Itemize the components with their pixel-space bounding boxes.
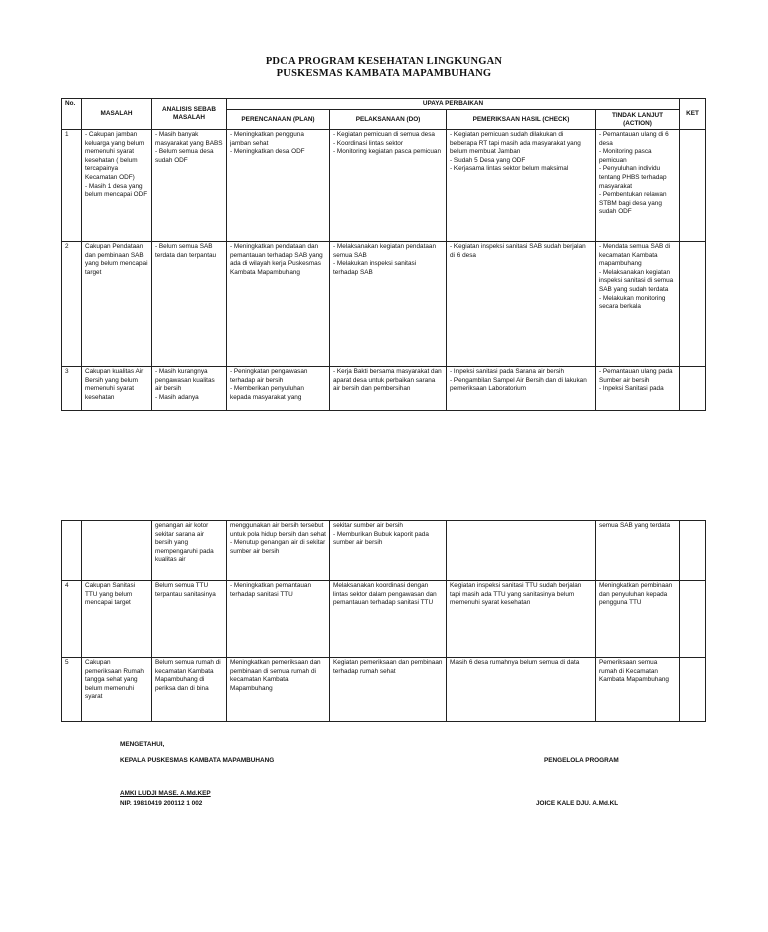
list-item: - Kegiatan pemicuan sudah dilakukan di beberapa RT tapi masih ada masyarakat yang belum membuat Jamban <box>450 131 581 156</box>
document-subtitle: PUSKESMAS KAMBATA MAPAMBUHANG <box>276 68 492 79</box>
cell-do <box>330 242 447 367</box>
cell-analisis <box>152 521 227 581</box>
list-item: - Masih 1 desa yang belum mencapai ODF <box>85 182 148 199</box>
cell-plan <box>227 130 330 242</box>
cell-check <box>447 242 596 367</box>
table-row <box>62 242 706 367</box>
list-item: - Kegiatan inspeksi sanitasi SAB sudah berjalan di 6 desa <box>450 243 586 259</box>
list-item: - Pembentukan relawan STBM bagi desa yang sudah ODF <box>599 191 667 216</box>
list-item: Cakupan kualitas Air Bersih yang belum memenuhi syarat kesehatan <box>85 368 144 401</box>
pdca-table-page-1 <box>61 98 706 411</box>
cell-ket <box>680 581 706 658</box>
cell-analisis <box>152 581 227 658</box>
header-masalah: MASALAH <box>82 99 152 130</box>
list-item: - Penyuluhan individu tentang PHBS terhadap masyarakat <box>599 165 667 190</box>
row-number: 4 <box>65 582 69 589</box>
list-item: Pemeriksaan semua rumah di Kecamatan Kambata Mapambuhang <box>599 659 669 684</box>
cell-ket <box>680 242 706 367</box>
cell-no <box>62 581 82 658</box>
kepala-puskesmas-label: KEPALA PUSKESMAS KAMBATA MAPAMBUHANG <box>120 757 275 764</box>
list-item: menggunakan air bersih tersebut untuk pola hidup bersih dan sehat <box>230 522 326 538</box>
list-item: - Mendata semua SAB di kecamatan Kambata mapambuhang <box>599 243 671 268</box>
header-check: PEMERIKSAAN HASIL (CHECK) <box>447 110 596 130</box>
cell-do <box>330 130 447 242</box>
list-item: - Pengambilan Sampel Air Bersih dan di lakukan pemeriksaan Laboratorium <box>450 376 587 393</box>
cell-analisis <box>152 658 227 722</box>
row-number: 5 <box>65 659 69 666</box>
list-item: - Inpeksi sanitasi pada Sarana air bersih <box>450 368 565 375</box>
cell-analisis <box>152 242 227 367</box>
list-item: - Menutup genangan air di sekitar sumber air bersih <box>230 539 326 555</box>
cell-masalah <box>82 367 152 411</box>
cell-ket <box>680 521 706 581</box>
list-item: - Pemantauan ulang pada Sumber air bersih <box>599 368 673 384</box>
list-item: Cakupan pemeriksaan Rumah tangga sehat yang belum memenuhi syarat <box>85 659 144 701</box>
list-item: Meningkatkan pembinaan dan penyuluhan kepada pengguna TTU <box>599 582 673 607</box>
list-item: - Pemantauan ulang di 6 desa <box>599 131 669 147</box>
cell-ket <box>680 658 706 722</box>
list-item: - Masih banyak masyarakat yang BABS <box>155 131 223 147</box>
cell-ket <box>680 130 706 242</box>
pdca-table-page-2 <box>61 520 706 722</box>
kepala-nip: NIP. 19810419 200112 1 002 <box>120 800 203 807</box>
list-item: semua SAB yang terdata <box>599 522 671 529</box>
list-item: - Meningkatkan pemantauan terhadap sanitasi TTU <box>230 582 312 598</box>
list-item: - Sudah 5 Desa yang ODF <box>450 156 526 164</box>
cell-masalah <box>82 130 152 242</box>
pengelola-signatory-name: JOICE KALE DJU. A.Md.KL <box>536 800 619 807</box>
list-item: - Meningkatkan pengguna jamban sehat <box>230 131 304 147</box>
table-row <box>62 521 706 581</box>
list-item: genangan air kotor sekitar sarana air bersih yang mempengaruhi pada kualitas air <box>155 522 214 564</box>
list-item: - Meningkatkan pendataan dan pemantauan terhadap SAB yang ada di wilayah kerja Puskesmas Kambata Mapambuhang <box>230 243 323 276</box>
list-item: - Monitoring kegiatan pasca pemicuan <box>333 148 441 156</box>
list-item: - Masih adanya <box>155 393 199 401</box>
row-number: 3 <box>65 368 69 375</box>
list-item: Meningkatkan pemeriksaan dan pembinaan di semua rumah di kecamatan Kambata Mapambuhang <box>230 659 321 692</box>
list-item: Cakupan Pendataan dan pembinaan SAB yang belum mencapai target <box>85 243 148 276</box>
list-item: - Kerja Bakti bersama masyarakat dan aparat desa untuk perbaikan sarana air bersih dan pembersihan <box>333 368 442 393</box>
list-item: Masih 6 desa rumahnya belum semua di data <box>450 659 580 666</box>
header-plan: PERENCANAAN (PLAN) <box>227 110 330 130</box>
list-item: - Monitoring pasca pemicuan <box>599 148 652 164</box>
list-item: - Melaksanakan kegiatan inspeksi sanitasi di semua SAB yang sudah terdata <box>599 268 674 293</box>
table-row <box>62 658 706 722</box>
cell-do <box>330 521 447 581</box>
list-item: Melaksanakan koordinasi dengan lintas sektor dalam pengawasan dan pemantauan terhadap sanitasi TTU <box>333 582 437 607</box>
list-item: Belum semua TTU terpantau sanitasinya <box>155 582 216 598</box>
table-row <box>62 581 706 658</box>
list-item: - Memburikan Bubuk kaporit pada sumber air bersih <box>333 530 429 547</box>
cell-check <box>447 130 596 242</box>
table-row <box>62 367 706 411</box>
cell-check <box>447 658 596 722</box>
cell-do <box>330 367 447 411</box>
header-upaya-perbaikan: UPAYA PERBAIKAN <box>227 99 680 110</box>
cell-plan <box>227 521 330 581</box>
cell-analisis <box>152 130 227 242</box>
cell-plan <box>227 581 330 658</box>
cell-no <box>62 130 82 242</box>
cell-plan <box>227 242 330 367</box>
cell-masalah <box>82 521 152 581</box>
cell-plan <box>227 367 330 411</box>
header-do: PELAKSANAAN (DO) <box>330 110 447 130</box>
cell-plan <box>227 658 330 722</box>
header-ket: KET <box>680 99 706 130</box>
cell-check <box>447 581 596 658</box>
row-number: 1 <box>65 131 69 138</box>
cell-action <box>596 242 680 367</box>
list-item: Kegiatan inspeksi sanitasi TTU sudah berjalan tapi masih ada TTU yang sanitasinya belum memenuhi syarat kesehatan <box>450 582 582 607</box>
cell-action <box>596 521 680 581</box>
cell-analisis <box>152 367 227 411</box>
list-item: Kegiatan pemeriksaan dan pembinaan terhadap rumah sehat <box>333 659 443 675</box>
cell-action <box>596 581 680 658</box>
list-item: - Masih kurangnya pengawasan kualitas air bersih <box>155 368 215 393</box>
list-item: - Koordinasi lintas sektor <box>333 139 403 147</box>
cell-do <box>330 658 447 722</box>
cell-ket <box>680 367 706 411</box>
list-item: - Kegiatan pemicuan di semua desa <box>333 131 435 138</box>
list-item: - Melakukan monitoring secara berkala <box>599 294 666 311</box>
cell-no <box>62 658 82 722</box>
list-item: - Memberikan penyuluhan kepada masyarakat yang <box>230 385 304 401</box>
list-item: - Cakupan jamban keluarga yang belum memenuhi syarat kesehatan ( belum tercapainya Kecamatan ODF) <box>85 131 145 181</box>
list-item: - Kerjasama lintas sektor belum maksimal <box>450 165 569 173</box>
pengelola-program-label: PENGELOLA PROGRAM <box>544 757 619 764</box>
list-item: Cakupan Sanitasi TTU yang belum mencapai target <box>85 582 136 607</box>
header-action: TINDAK LANJUT (ACTION) <box>596 110 680 130</box>
cell-no <box>62 521 82 581</box>
cell-action <box>596 658 680 722</box>
cell-check <box>447 367 596 411</box>
list-item: - Meningkatkan desa ODF <box>230 148 305 156</box>
cell-masalah <box>82 242 152 367</box>
list-item: - Melakukan inspeksi sanitasi terhadap SAB <box>333 260 417 276</box>
list-item: sekitar sumber air bersih <box>333 522 403 529</box>
cell-do <box>330 581 447 658</box>
cell-masalah <box>82 581 152 658</box>
cell-masalah <box>82 658 152 722</box>
list-item: - Peningkatan pengawasan terhadap air bersih <box>230 368 308 384</box>
mengetahui-label: MENGETAHUI, <box>120 741 165 748</box>
list-item: - Melaksanakan kegiatan pendataan semua SAB <box>333 243 437 259</box>
cell-no <box>62 242 82 367</box>
list-item: Belum semua rumah di kecamatan Kambata Mapambuhang di periksa dan di bina <box>155 659 221 692</box>
kepala-signatory-name: AMKI LUDJI MASE. A.Md.KEP <box>120 790 211 797</box>
cell-action <box>596 367 680 411</box>
document-title: PDCA PROGRAM KESEHATAN LINGKUNGAN <box>265 56 503 67</box>
header-analisis: ANALISIS SEBAB MASALAH <box>152 99 227 130</box>
list-item: - Inpeksi Sanitasi pada <box>599 385 664 393</box>
list-item: - Belum semua desa sudah ODF <box>155 148 214 164</box>
header-no: No. <box>62 99 82 130</box>
list-item: - Belum semua SAB terdata dan terpantau <box>155 243 217 259</box>
cell-check <box>447 521 596 581</box>
cell-no <box>62 367 82 411</box>
table-row <box>62 130 706 242</box>
cell-action <box>596 130 680 242</box>
row-number: 2 <box>65 243 69 250</box>
